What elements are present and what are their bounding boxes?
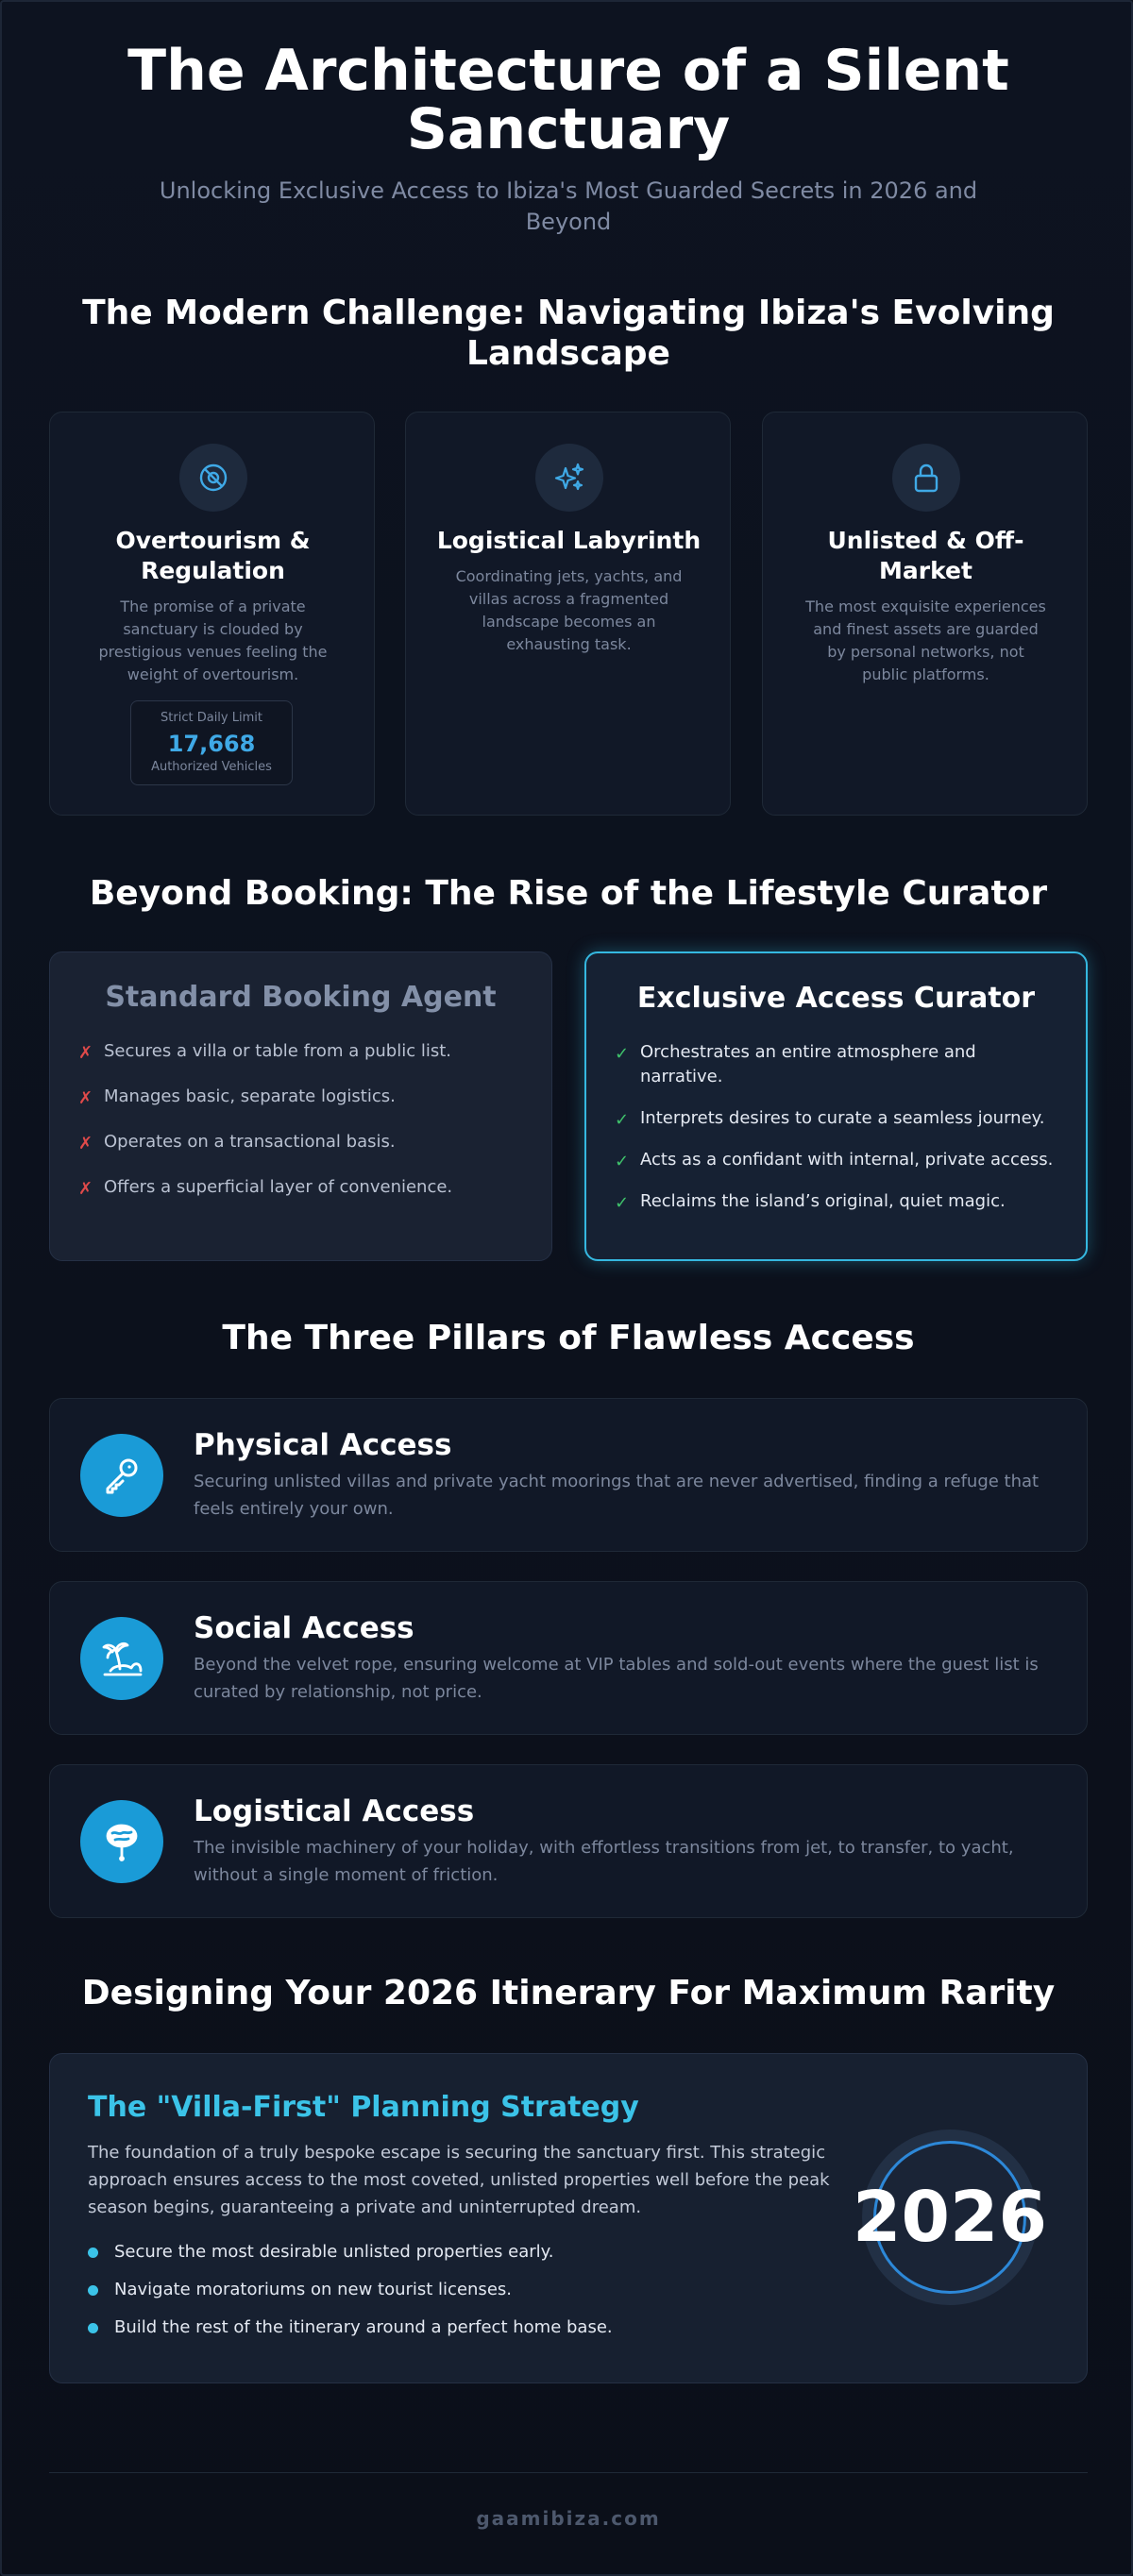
curator-list xyxy=(615,1040,1057,1231)
list-item xyxy=(615,1189,1057,1214)
key-icon xyxy=(80,1434,163,1517)
list-item-text: Navigate moratoriums on new tourist licenses. xyxy=(114,2280,512,2299)
bullet-dot-icon xyxy=(88,2285,98,2296)
stat-label: Strict Daily Limit xyxy=(161,711,262,725)
cross-icon: ✗ xyxy=(78,1043,93,1063)
lock-icon xyxy=(892,444,960,512)
page-subtitle: Unlocking Exclusive Access to Ibiza's Most Guarded Secrets in 2026 and Beyond xyxy=(159,177,978,235)
check-icon: ✓ xyxy=(615,1152,630,1171)
stat-unit: Authorized Vehicles xyxy=(151,760,272,774)
list-item xyxy=(88,2316,613,2339)
challenge-card-title: Overtourism & Regulation xyxy=(115,527,311,584)
pillar-social xyxy=(49,1581,1088,1735)
list-item-text: Secures a villa or table from a public list. xyxy=(104,1041,451,1061)
challenge-card-unlisted xyxy=(762,412,1088,816)
pillar-physical xyxy=(49,1398,1088,1552)
check-icon: ✓ xyxy=(615,1110,630,1130)
page-title: The Architecture of a Silent Sanctuary xyxy=(127,38,1009,162)
cross-icon: ✗ xyxy=(78,1179,93,1199)
list-item xyxy=(78,1130,523,1154)
section-title-pillars: The Three Pillars of Flawless Access xyxy=(222,1319,915,1357)
stat-value: 17,668 xyxy=(167,731,256,757)
footer-brand: gaamibiza.com xyxy=(476,2507,661,2530)
list-item-text: Reclaims the island’s original, quiet magic. xyxy=(640,1191,1006,1211)
check-icon: ✓ xyxy=(615,1193,630,1213)
footer-divider xyxy=(49,2472,1088,2473)
list-item-text: Offers a superficial layer of convenience. xyxy=(104,1177,453,1197)
challenge-card-title: Unlisted & Off-Market xyxy=(827,527,1024,584)
standard-agent-list xyxy=(78,1039,523,1221)
list-item xyxy=(88,2279,613,2301)
island-palm-icon xyxy=(80,1617,163,1700)
itinerary-card xyxy=(49,2053,1088,2383)
list-item xyxy=(78,1175,523,1200)
cross-icon: ✗ xyxy=(78,1134,93,1153)
pillar-text: Beyond the velvet rope, ensuring welcome at VIP tables and sold-out events where the guest list is curated by relationship, not price. xyxy=(194,1655,1039,1702)
list-item xyxy=(615,1148,1057,1172)
pillar-title: Logistical Access xyxy=(194,1794,475,1828)
list-item-text: Operates on a transactional basis. xyxy=(104,1132,396,1152)
cross-icon: ✗ xyxy=(78,1088,93,1108)
challenge-card-title: Logistical Labyrinth xyxy=(436,527,702,554)
globe-pin-icon xyxy=(80,1800,163,1883)
year-badge: 2026 xyxy=(853,2177,1047,2258)
challenge-card-text: Coordinating jets, yachts, and villas across a fragmented landscape becomes an exhausting task. xyxy=(455,567,683,653)
list-item-text: Acts as a confidant with internal, private access. xyxy=(640,1150,1054,1170)
bullet-dot-icon xyxy=(88,2323,98,2333)
list-item-text: Manages basic, separate logistics. xyxy=(104,1086,396,1106)
section-title-curator: Beyond Booking: The Rise of the Lifestyle Curator xyxy=(89,874,1048,913)
pillar-text: The invisible machinery of your holiday, with effortless transitions from jet, to transfer, to yacht, without a single moment of friction. xyxy=(194,1838,1014,1885)
list-item-text: Build the rest of the itinerary around a perfect home base. xyxy=(114,2317,613,2337)
bullet-dot-icon xyxy=(88,2248,98,2258)
list-item xyxy=(78,1085,523,1109)
standard-agent-title: Standard Booking Agent xyxy=(105,981,497,1014)
list-item-text: Secure the most desirable unlisted properties early. xyxy=(114,2242,554,2262)
itinerary-title: The "Villa-First" Planning Strategy xyxy=(88,2091,639,2124)
pillar-title: Physical Access xyxy=(194,1428,452,1462)
section-title-itinerary: Designing Your 2026 Itinerary For Maximum Rarity xyxy=(81,1974,1056,2012)
sparkles-icon xyxy=(535,444,603,512)
section-title-challenge: The Modern Challenge: Navigating Ibiza's Evolving Landscape xyxy=(82,294,1055,373)
pillar-title: Social Access xyxy=(194,1611,414,1645)
list-item xyxy=(88,2241,613,2264)
pillar-text: Securing unlisted villas and private yacht moorings that are never advertised, finding a refuge that feels entirely your own. xyxy=(194,1472,1040,1519)
stat-box xyxy=(130,700,293,785)
standard-agent-card xyxy=(49,951,552,1261)
list-item-text: Interprets desires to curate a seamless journey. xyxy=(640,1108,1045,1128)
list-item xyxy=(78,1039,523,1064)
challenge-card-text: The most exquisite experiences and finest assets are guarded by personal networks, not public platforms. xyxy=(805,598,1046,683)
check-icon: ✓ xyxy=(615,1044,630,1064)
list-item-text: Orchestrates an entire atmosphere and narrative. xyxy=(640,1042,976,1086)
challenge-card-text: The promise of a private sanctuary is clouded by prestigious venues feeling the weight of overtourism. xyxy=(98,598,328,683)
curator-card xyxy=(584,951,1088,1261)
list-item xyxy=(615,1040,1057,1089)
itinerary-bullets xyxy=(88,2241,613,2354)
curator-title: Exclusive Access Curator xyxy=(636,982,1036,1015)
challenge-card-logistics xyxy=(405,412,731,816)
pillar-logistical xyxy=(49,1764,1088,1918)
itinerary-text: The foundation of a truly bespoke escape is securing the sanctuary first. This strategic approach ensures access to the most coveted, unlisted properties well before the peak season begins, guaranteeing a private and uninterrupted dream. xyxy=(88,2143,830,2217)
list-item xyxy=(615,1106,1057,1131)
challenge-card-overtourism xyxy=(49,412,375,816)
no-view-icon xyxy=(179,444,247,512)
